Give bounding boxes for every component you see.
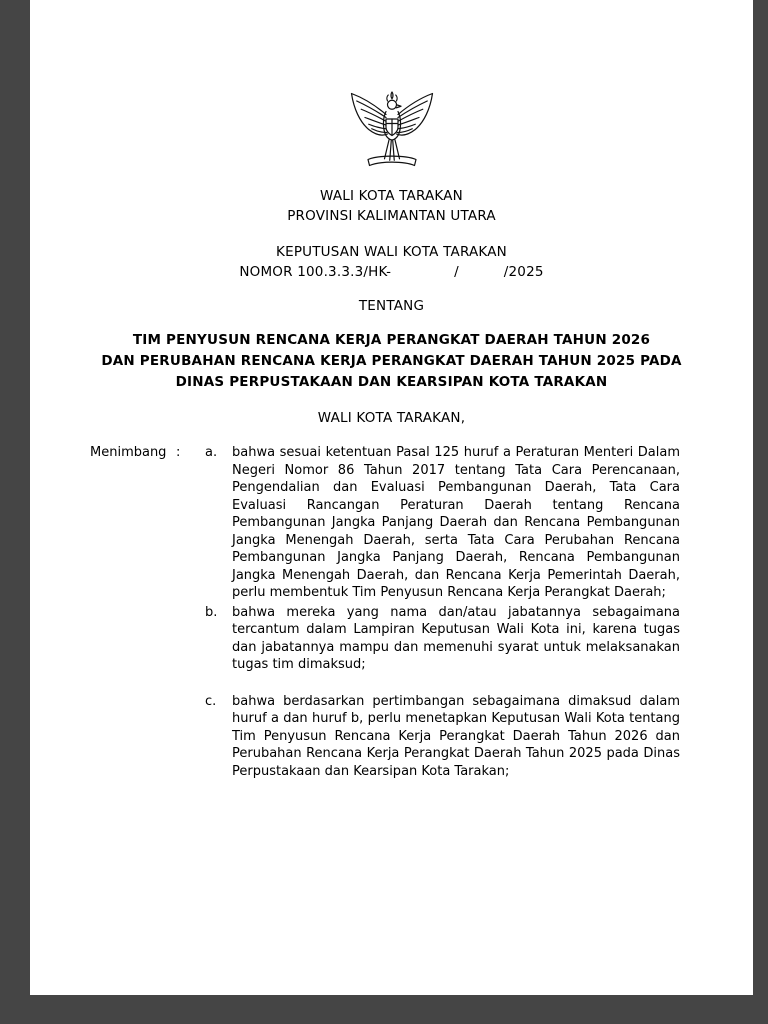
letterhead-line-1: WALI KOTA TARAKAN bbox=[320, 188, 463, 204]
decree-number: NOMOR 100.3.3.3/HK- / /2025 bbox=[239, 264, 544, 280]
letterhead-line-2: PROVINSI KALIMANTAN UTARA bbox=[287, 208, 496, 224]
emblem-container bbox=[30, 86, 753, 174]
subject-line-3: DINAS PERPUSTAKAAN DAN KEARSIPAN KOTA TARAKAN bbox=[175, 374, 608, 390]
decree-heading bbox=[30, 242, 753, 282]
item-letter: c. bbox=[205, 693, 217, 709]
letterhead bbox=[30, 186, 753, 226]
item-text: bahwa berdasarkan pertimbangan sebagaimana dimaksud dalam huruf a dan huruf b, perlu menetapkan Keputusan Wali Kota tentang Tim Penyusun Rencana Kerja Perangkat Daerah Tahun 2026 dan Perubahan Rencana Kerja Perangkat Daerah Tahun 2025 pada Dinas Perpustakaan dan Kearsipan Kota Tarakan; bbox=[232, 693, 680, 779]
tentang-label: TENTANG bbox=[358, 298, 425, 314]
menimbang-label: Menimbang bbox=[90, 445, 167, 460]
subject-line-2: DAN PERUBAHAN RENCANA KERJA PERANGKAT DAERAH TAHUN 2025 PADA bbox=[101, 353, 682, 369]
subject-line-1: TIM PENYUSUN RENCANA KERJA PERANGKAT DAERAH TAHUN 2026 bbox=[132, 332, 651, 348]
garuda-pancasila-emblem-icon bbox=[347, 86, 437, 170]
item-text: bahwa sesuai ketentuan Pasal 125 huruf a Peraturan Menteri Dalam Negeri Nomor 86 Tahun 2017 tentang Tata Cara Perencanaan, Pengendalian dan Evaluasi Pembangunan Daerah, Tata Cara Evaluasi Rancangan Peraturan Daerah tentang Rencana Pembangunan Jangka Panjang Daerah dan Rencana Pembangunan Jangka Menengah Daerah, serta Tata Cara Perubahan Rencana Pembangunan Jangka Panjang Daerah, Rencana Pembangunan Jangka Menengah Daerah, dan Rencana Kerja Pemerintah Daerah, perlu membentuk Tim Penyusun Rencana Kerja Perangkat Daerah; bbox=[232, 445, 680, 600]
decree-subject bbox=[30, 330, 753, 393]
decree-title: KEPUTUSAN WALI KOTA TARAKAN bbox=[276, 244, 507, 260]
menimbang-colon: : bbox=[176, 445, 181, 460]
menimbang-section bbox=[30, 444, 753, 780]
item-letter: b. bbox=[205, 604, 218, 620]
document-page bbox=[30, 0, 753, 995]
menimbang-item-b bbox=[90, 604, 680, 674]
issuer-line: WALI KOTA TARAKAN, bbox=[317, 410, 466, 426]
menimbang-item-a bbox=[90, 444, 680, 602]
menimbang-item-c bbox=[90, 693, 680, 781]
item-letter: a. bbox=[205, 445, 218, 460]
item-text: bahwa mereka yang nama dan/atau jabatannya sebagaimana tercantum dalam Lampiran Keputusan Wali Kota ini, karena tugas dan jabatannya mampu dan memenuhi syarat untuk melaksanakan tugas tim dimaksud; bbox=[232, 604, 680, 672]
